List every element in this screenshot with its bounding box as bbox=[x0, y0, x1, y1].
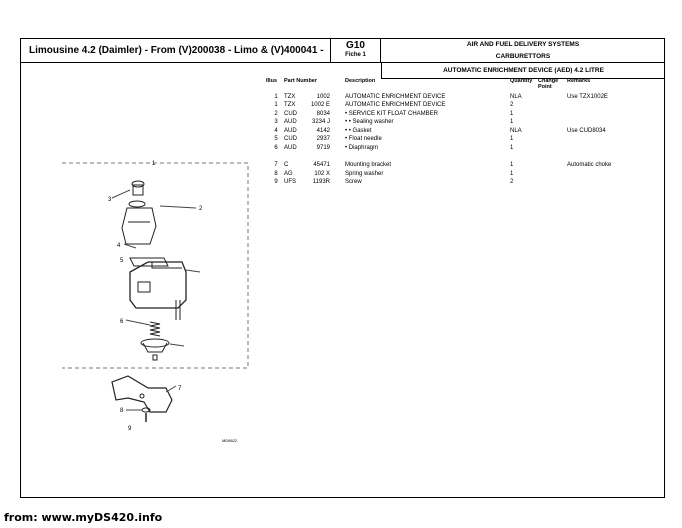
subsection-title: CARBURETTORS bbox=[381, 51, 665, 63]
callout-8: 8 bbox=[120, 408, 124, 414]
table-row: 5 CUD 2937 • Float needle 1 bbox=[274, 136, 514, 142]
drawing-ref: MD8622 bbox=[222, 438, 238, 443]
table-row: 2 CUD 8034 • SERVICE KIT FLOAT CHAMBER 1 bbox=[274, 111, 514, 117]
callout-6: 6 bbox=[120, 319, 124, 325]
callout-5: 5 bbox=[120, 258, 124, 264]
table-row: 8 AG 102 X Spring washer 1 bbox=[274, 171, 514, 177]
col-part-number: Part Number bbox=[284, 78, 318, 84]
col-remarks: Remarks bbox=[567, 78, 591, 84]
table-row: 6 AUD 9719 • Diaphragm 1 bbox=[274, 145, 514, 151]
callout-1: 1 bbox=[152, 161, 156, 167]
table-row: 4 AUD 4142 • • Gasket NLA Use CUD8034 bbox=[274, 128, 606, 134]
callout-3: 3 bbox=[108, 197, 112, 203]
callout-4: 4 bbox=[117, 243, 121, 249]
callout-2: 2 bbox=[199, 206, 203, 212]
spring bbox=[150, 322, 160, 336]
cap-top bbox=[132, 181, 144, 187]
table-row: 3 AUD 3234 J • • Sealing washer 1 bbox=[274, 119, 514, 125]
col-illus: Illus bbox=[266, 78, 278, 84]
fiche-label: Fiche 1 bbox=[345, 52, 366, 58]
group-title: AUTOMATIC ENRICHMENT DEVICE (AED) 4.2 LITRE bbox=[381, 63, 665, 79]
table-row: 1 TZX 1002 E AUTOMATIC ENRICHMENT DEVICE 2 bbox=[274, 102, 514, 108]
diaphragm bbox=[141, 339, 169, 347]
col-description: Description bbox=[345, 78, 376, 84]
source-footer: from: www.myDS420.info bbox=[4, 511, 163, 524]
callout-7: 7 bbox=[178, 386, 182, 392]
table-row: 9 UFS 1193R Screw 2 bbox=[274, 179, 514, 185]
col-change-point: Change Point bbox=[538, 78, 559, 90]
col-quantity: Quantity bbox=[510, 78, 533, 84]
callout-9: 9 bbox=[128, 426, 132, 432]
table-row: 1 TZX 1002 AUTOMATIC ENRICHMENT DEVICE NLA Use TZX1002E bbox=[274, 94, 608, 100]
fiche-code: G10 bbox=[346, 40, 365, 51]
upper-housing bbox=[122, 208, 156, 244]
table-row: 7 C 45471 Mounting bracket 1 Automatic choke bbox=[274, 162, 612, 168]
sealing-washer bbox=[129, 201, 145, 207]
section-title: AIR AND FUEL DELIVERY SYSTEMS bbox=[466, 41, 580, 48]
page-title: Limousine 4.2 (Daimler) - From (V)200038 - Limo & (V)400041 - bbox=[21, 39, 331, 63]
